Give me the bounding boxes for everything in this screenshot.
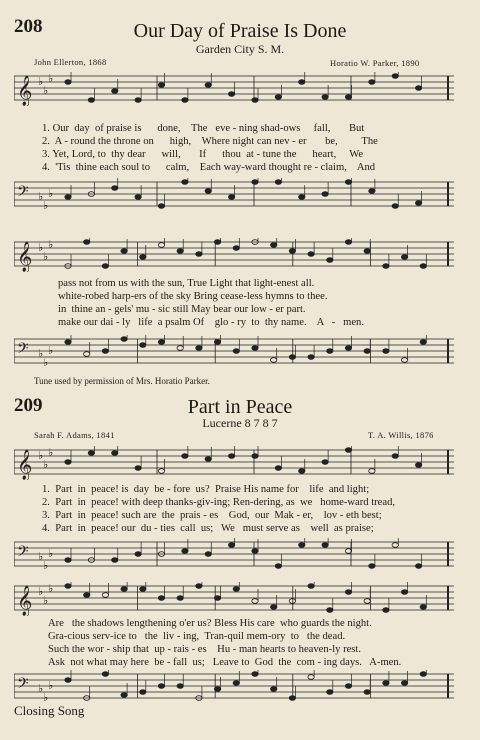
- treble-clef-icon: 𝄞: [17, 242, 33, 272]
- note-head: [392, 543, 398, 548]
- note-head: [158, 684, 164, 689]
- note-head: [322, 543, 328, 548]
- note-head: [364, 599, 370, 604]
- note-head: [205, 189, 211, 194]
- treble-clef-icon: 𝄞: [17, 76, 33, 106]
- note-head: [345, 684, 351, 689]
- note-head: [121, 587, 127, 592]
- note-head: [369, 564, 375, 569]
- note-head: [345, 590, 351, 595]
- composer-credit: T. A. Willis, 1876: [368, 430, 434, 440]
- note-head: [84, 352, 90, 357]
- note-head: [420, 605, 426, 610]
- treble-clef-icon: 𝄞: [17, 586, 33, 616]
- note-head: [233, 349, 239, 354]
- note-head: [177, 596, 183, 601]
- section-footer: Closing Song: [14, 703, 85, 718]
- note-head: [322, 460, 328, 465]
- flat-icon: ♭: [43, 691, 49, 704]
- flat-icon: ♭: [38, 75, 44, 88]
- music-staff-bass: [14, 538, 454, 572]
- note-head: [252, 672, 258, 677]
- note-head: [345, 180, 351, 185]
- note-head: [327, 349, 333, 354]
- note-head: [177, 346, 183, 351]
- note-head: [299, 469, 305, 474]
- flat-icon: ♭: [48, 187, 54, 200]
- bass-clef-icon: 𝄢: [17, 183, 29, 204]
- music-staff-bass: [14, 178, 454, 212]
- note-head: [308, 355, 314, 360]
- lyric-line: 1. Part in peace! is day be - fore us? Praise His name for life and light;: [42, 484, 370, 495]
- note-head: [140, 587, 146, 592]
- note-head: [196, 584, 202, 589]
- flat-icon: ♭: [43, 594, 49, 607]
- flat-icon: ♭: [48, 344, 54, 357]
- lyric-line: Are the shadows lengthening o'er us? Bless His care who guards the night.: [48, 618, 372, 629]
- flat-icon: ♭: [38, 241, 44, 254]
- note-head: [158, 83, 164, 88]
- author-credit: Sarah F. Adams, 1841: [34, 430, 115, 440]
- flat-icon: ♭: [48, 547, 54, 560]
- note-head: [102, 264, 108, 269]
- note-head: [392, 74, 398, 79]
- note-head: [228, 543, 234, 548]
- note-head: [196, 346, 202, 351]
- note-head: [214, 340, 220, 345]
- note-head: [322, 95, 328, 100]
- note-head: [205, 552, 211, 557]
- note-head: [158, 596, 164, 601]
- note-head: [327, 258, 333, 263]
- note-head: [299, 195, 305, 200]
- note-head: [233, 587, 239, 592]
- note-head: [383, 608, 389, 613]
- note-head: [135, 466, 141, 471]
- hymn-title: Part in Peace: [187, 396, 293, 418]
- note-head: [84, 593, 90, 598]
- flat-icon: ♭: [48, 446, 54, 459]
- note-head: [140, 690, 146, 695]
- note-head: [289, 249, 295, 254]
- note-head: [158, 204, 164, 209]
- note-head: [345, 346, 351, 351]
- note-head: [135, 195, 141, 200]
- bass-clef-icon: 𝄢: [17, 675, 29, 696]
- note-head: [275, 180, 281, 185]
- note-head: [228, 454, 234, 459]
- note-head: [327, 690, 333, 695]
- note-head: [88, 98, 94, 103]
- note-head: [177, 684, 183, 689]
- note-head: [214, 596, 220, 601]
- note-head: [383, 264, 389, 269]
- note-head: [401, 681, 407, 686]
- note-head: [112, 186, 118, 191]
- note-head: [308, 584, 314, 589]
- note-head: [369, 469, 375, 474]
- note-head: [271, 605, 277, 610]
- note-head: [112, 451, 118, 456]
- note-head: [233, 681, 239, 686]
- note-head: [401, 358, 407, 363]
- note-head: [205, 457, 211, 462]
- note-head: [415, 86, 421, 91]
- lyric-line: 2. Part in peace! with deep thanks-giv-ing; Ren-dering, as we home-ward tread,: [42, 497, 396, 508]
- note-head: [364, 690, 370, 695]
- note-head: [121, 693, 127, 698]
- note-head: [214, 687, 220, 692]
- note-head: [65, 340, 71, 345]
- flat-icon: ♭: [43, 250, 49, 263]
- note-head: [102, 672, 108, 677]
- note-head: [140, 255, 146, 260]
- note-head: [415, 463, 421, 468]
- note-head: [299, 543, 305, 548]
- hymn-number: 208: [14, 16, 43, 37]
- flat-icon: ♭: [43, 84, 49, 97]
- note-head: [102, 593, 108, 598]
- note-head: [364, 349, 370, 354]
- note-head: [271, 243, 277, 248]
- lyric-line: white-robed harp-ers of the sky Bring cease-less hymns to thee.: [58, 291, 328, 302]
- note-head: [252, 454, 258, 459]
- note-head: [401, 255, 407, 260]
- note-head: [252, 346, 258, 351]
- note-head: [135, 552, 141, 557]
- note-head: [88, 451, 94, 456]
- note-head: [252, 599, 258, 604]
- note-head: [158, 243, 164, 248]
- flat-icon: ♭: [43, 458, 49, 471]
- bass-clef-icon: 𝄢: [17, 543, 29, 564]
- lyric-line: Ask not what may here be - fall us; Leave to God the com - ing days. A-men.: [48, 657, 402, 668]
- note-head: [299, 80, 305, 85]
- note-head: [345, 240, 351, 245]
- note-head: [345, 448, 351, 453]
- lyric-line: in thine an - gels' mu - sic still May bear our low - er part.: [58, 304, 306, 315]
- note-head: [182, 180, 188, 185]
- note-head: [121, 249, 127, 254]
- note-head: [84, 240, 90, 245]
- note-head: [214, 240, 220, 245]
- note-head: [369, 80, 375, 85]
- note-head: [364, 249, 370, 254]
- note-head: [158, 340, 164, 345]
- lyric-line: 3. Part in peace! such are the prais - es God, our Mak - er, lov - eth best;: [42, 510, 382, 521]
- note-head: [275, 564, 281, 569]
- note-head: [121, 337, 127, 342]
- note-head: [65, 460, 71, 465]
- flat-icon: ♭: [48, 72, 54, 85]
- flat-icon: ♭: [43, 559, 49, 572]
- note-head: [177, 249, 183, 254]
- note-head: [415, 201, 421, 206]
- lyric-line: Gra-cious serv-ice to the liv - ing, Tran-quil mem-ory to the dead.: [48, 631, 346, 642]
- note-head: [420, 340, 426, 345]
- note-head: [252, 98, 258, 103]
- note-head: [345, 95, 351, 100]
- note-head: [289, 355, 295, 360]
- flat-icon: ♭: [48, 238, 54, 251]
- permission-note: Tune used by permission of Mrs. Horatio Parker.: [34, 376, 210, 386]
- flat-icon: ♭: [38, 682, 44, 695]
- note-head: [289, 599, 295, 604]
- note-head: [182, 549, 188, 554]
- flat-icon: ♭: [43, 356, 49, 369]
- hymn-number: 209: [14, 395, 43, 416]
- note-head: [65, 584, 71, 589]
- flat-icon: ♭: [48, 582, 54, 595]
- hymn-title: Our Day of Praise Is Done: [133, 20, 347, 42]
- note-head: [182, 98, 188, 103]
- note-head: [112, 89, 118, 94]
- note-head: [205, 83, 211, 88]
- note-head: [228, 195, 234, 200]
- note-head: [415, 564, 421, 569]
- flat-icon: ♭: [48, 679, 54, 692]
- note-head: [275, 466, 281, 471]
- tune-name: Lucerne 8 7 8 7: [202, 416, 278, 430]
- note-head: [383, 349, 389, 354]
- note-head: [102, 349, 108, 354]
- treble-clef-icon: 𝄞: [17, 450, 33, 480]
- note-head: [327, 608, 333, 613]
- lyric-line: 4. 'Tis thine each soul to calm, Each way-ward thought re - claim, And: [42, 162, 376, 173]
- note-head: [233, 246, 239, 251]
- music-staff-treble: [14, 72, 454, 106]
- lyric-line: pass not from us with the sun, True Light that light-enest all.: [58, 278, 315, 289]
- note-head: [420, 672, 426, 677]
- flat-icon: ♭: [38, 550, 44, 563]
- tune-name: Garden City S. M.: [195, 42, 285, 56]
- flat-icon: ♭: [38, 585, 44, 598]
- note-head: [392, 454, 398, 459]
- music-staff-treble: [14, 582, 454, 616]
- lyric-line: Such the wor - ship that up - rais - es Hu - man hearts to heaven-ly rest.: [48, 644, 362, 655]
- lyric-line: 1. Our day of praise is done, The eve - ning shad-ows fall, But: [42, 123, 365, 134]
- note-head: [420, 264, 426, 269]
- note-head: [65, 80, 71, 85]
- flat-icon: ♭: [38, 190, 44, 203]
- note-head: [271, 687, 277, 692]
- note-head: [275, 95, 281, 100]
- music-staff-treble: [14, 238, 454, 272]
- flat-icon: ♭: [43, 199, 49, 212]
- music-staff-bass: [14, 670, 454, 704]
- author-credit: John Ellerton, 1868: [34, 57, 107, 67]
- lyric-line: make our dai - ly life a psalm Of glo - ry to thy name. A - men.: [58, 317, 364, 328]
- note-head: [369, 189, 375, 194]
- note-head: [401, 590, 407, 595]
- lyric-line: 3. Yet, Lord, to thy dear will, If thou at - tune the heart, We: [42, 149, 364, 160]
- bass-clef-icon: 𝄢: [17, 340, 29, 361]
- lyric-line: 2. A - round the throne on high, Where night can nev - er be, The: [42, 136, 378, 147]
- note-head: [289, 696, 295, 701]
- note-head: [252, 180, 258, 185]
- note-head: [196, 252, 202, 257]
- note-head: [228, 92, 234, 97]
- music-staff-bass: [14, 335, 454, 369]
- music-staff-treble: [14, 446, 454, 480]
- note-head: [182, 454, 188, 459]
- note-head: [65, 678, 71, 683]
- note-head: [112, 558, 118, 563]
- note-head: [140, 343, 146, 348]
- note-head: [322, 192, 328, 197]
- flat-icon: ♭: [38, 347, 44, 360]
- flat-icon: ♭: [38, 449, 44, 462]
- note-head: [158, 469, 164, 474]
- note-head: [252, 549, 258, 554]
- note-head: [271, 358, 277, 363]
- lyric-line: 4. Part in peace! our du - ties call us; We must serve as well as praise;: [42, 523, 374, 534]
- note-head: [308, 252, 314, 257]
- note-head: [135, 98, 141, 103]
- note-head: [392, 204, 398, 209]
- note-head: [308, 675, 314, 680]
- note-head: [383, 681, 389, 686]
- note-head: [65, 195, 71, 200]
- composer-credit: Horatio W. Parker, 1890: [330, 58, 420, 68]
- note-head: [65, 558, 71, 563]
